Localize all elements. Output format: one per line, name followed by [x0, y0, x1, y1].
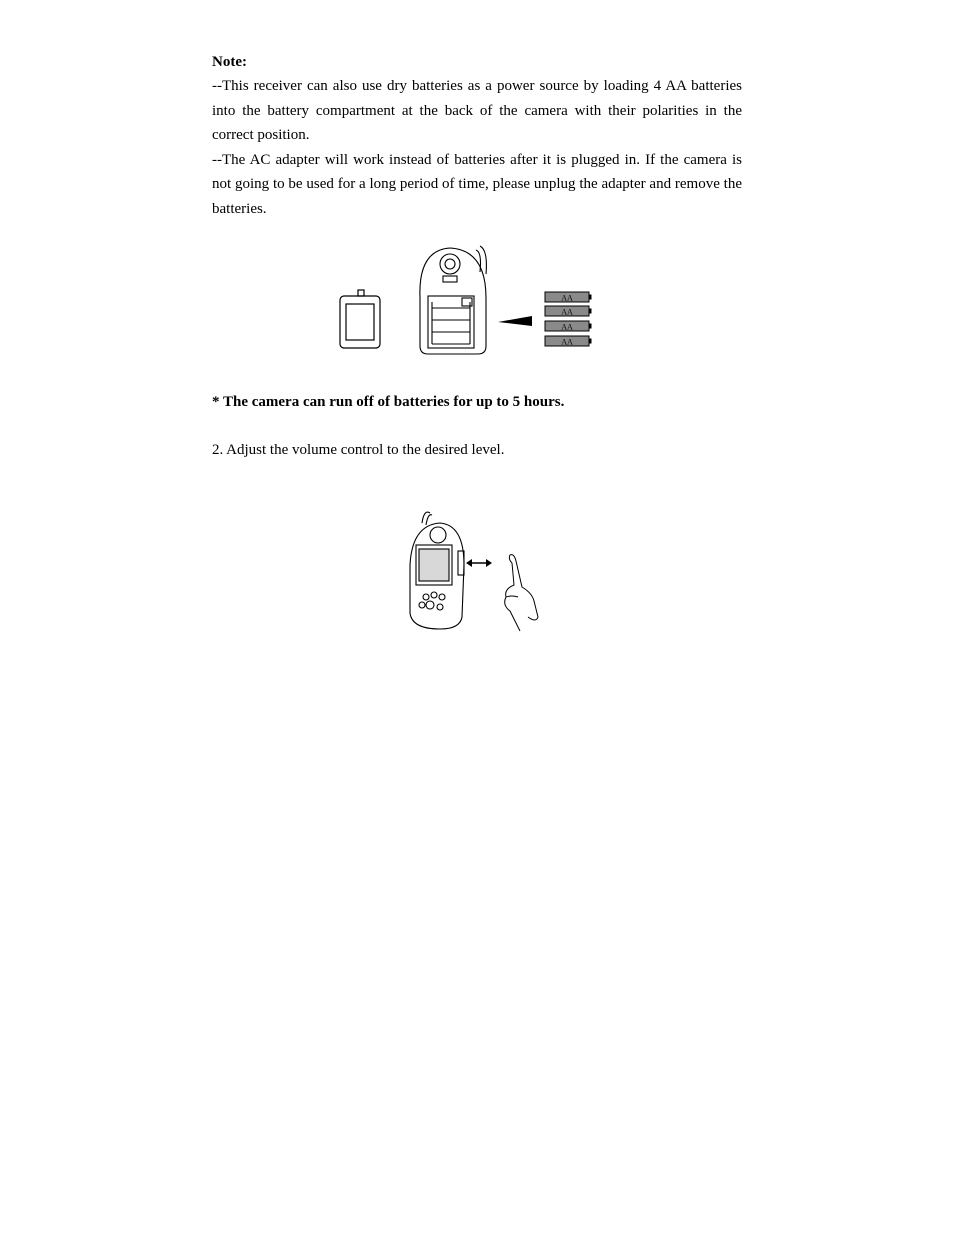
note-paragraph-batteries: --This receiver can also use dry batteries as a power source by loading 4 AA batteries into the battery compartment at the back of the camera with their polarities in the correct position. [212, 78, 742, 143]
aa-batteries [545, 292, 592, 347]
battery-life-note: * The camera can run off of batteries for up to 5 hours. [212, 394, 565, 410]
adapter-icon [340, 290, 380, 348]
volume-control-illustration [400, 505, 555, 637]
aa-battery [545, 306, 592, 317]
note-paragraph-adapter: --The AC adapter will work instead of batteries after it is plugged in. If the camera is not going to be used for a long period of time, please unplug the adapter and remove the batteries. [212, 151, 742, 217]
battery-label: AA [561, 337, 573, 347]
aa-battery [545, 292, 592, 303]
camera-back-icon [420, 246, 487, 354]
battery-label: AA [561, 307, 573, 317]
camera-front-icon [410, 512, 464, 629]
aa-battery [545, 321, 592, 332]
finger-icon [505, 555, 538, 631]
note-title: Note: [212, 54, 247, 70]
aa-battery [545, 336, 592, 347]
insert-arrow-icon [498, 316, 532, 326]
battery-install-illustration [330, 238, 600, 368]
battery-label: AA [561, 322, 573, 332]
double-arrow-icon [466, 559, 492, 567]
battery-label: AA [561, 293, 573, 303]
step-2-text: 2. Adjust the volume control to the desired level. [212, 442, 505, 458]
note-section [212, 50, 742, 221]
